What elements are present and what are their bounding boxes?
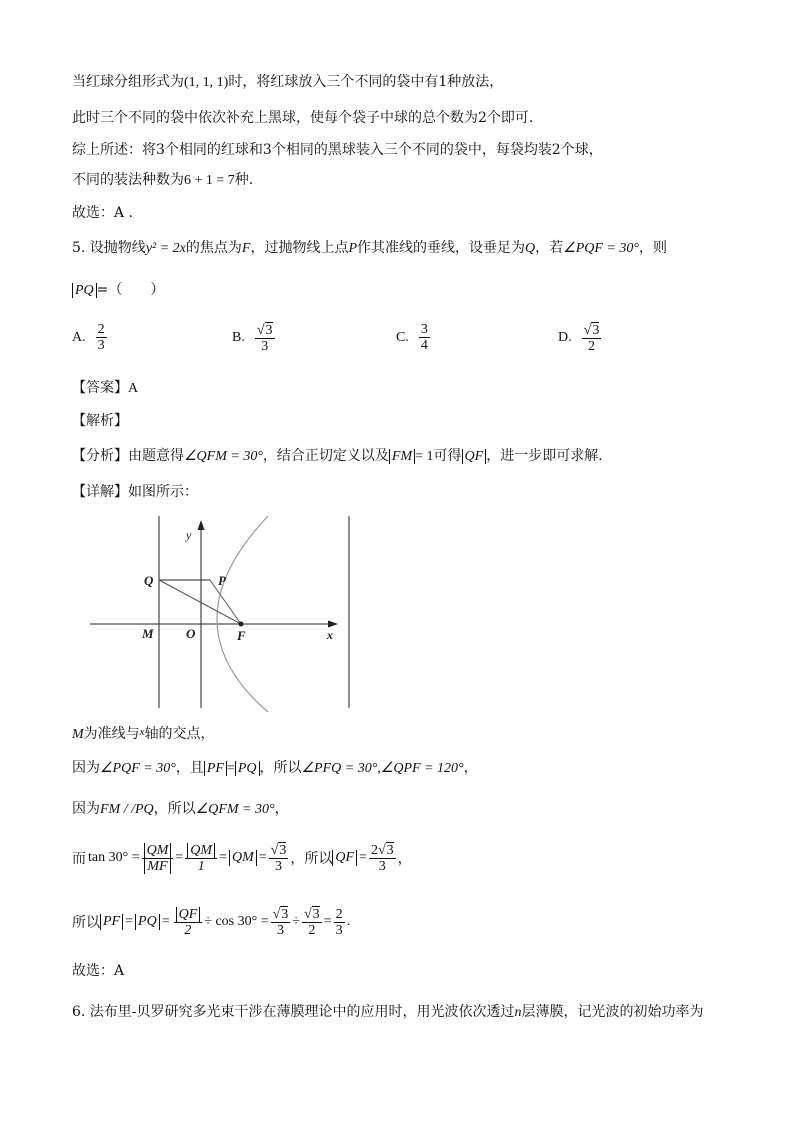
fenxi-fm: FM — [389, 449, 415, 464]
sol-l4-f2n: QM — [187, 843, 215, 858]
sol-l2-eq: = — [226, 761, 235, 776]
sol-l2-res: ∠PFQ = 30°,∠QPF = 120° — [301, 761, 464, 776]
label-y: y — [186, 528, 192, 542]
q5-stem-e: ，若 — [535, 240, 564, 256]
q5-ask-abs: PQ — [72, 283, 97, 298]
option-b-fraction — [255, 322, 275, 354]
focus-point — [239, 622, 244, 627]
option-d-den: 2 — [587, 339, 595, 354]
y-axis-arrow — [198, 520, 205, 530]
sol-l5-d2: 2 — [308, 923, 316, 938]
sol-l5-frac3: $\frac{√3}{2}$ — [303, 907, 320, 938]
parabola-figure — [86, 512, 356, 712]
label-f: F — [237, 628, 246, 643]
option-c-fraction — [419, 322, 430, 353]
sol-l4-frac1 — [142, 843, 174, 874]
fenxi-c: 可得 — [433, 448, 462, 464]
option-a-letter: A. — [72, 329, 86, 345]
prev-line-4 — [72, 170, 253, 191]
sol-l1-a: 为准线与 — [83, 726, 140, 742]
sol-l1-m: M — [72, 727, 84, 742]
sol-choose: 故选：A — [72, 963, 125, 979]
fenxi-d: ，进一步即可求解. — [486, 448, 603, 464]
prev-line-1-text: 当红球分组形式为 — [72, 74, 184, 90]
q5-stem — [72, 238, 667, 259]
option-b-den: 3 — [261, 339, 269, 354]
analysis-label: 【解析】 — [72, 413, 128, 429]
q5-stem-c: ，过抛物线上点 — [250, 240, 349, 256]
answer-label: 【答案】 — [72, 380, 128, 396]
fenxi-label: 【分析】 — [72, 448, 128, 464]
sol-l4-r2-den: 3 — [378, 859, 386, 874]
detail-label: 【详解】 — [72, 484, 128, 500]
sol-l4-f1n: QM — [144, 843, 172, 858]
sol-l3-a: 因为 — [72, 801, 100, 817]
sol-l4-den: 3 — [275, 859, 283, 874]
q5-stem-f: ，则 — [638, 240, 667, 256]
sol-line-5: 所以 PF = PQ = $\frac{QF}{2}$ ÷ cos 30° = $\frac{√3}{3}$ ÷ $\frac{√3}{2}$ = $\frac{2}{3}$ . — [72, 906, 351, 938]
sol-l2-a: 因为 — [72, 760, 100, 776]
option-b — [232, 322, 277, 354]
fenxi-b: ，结合正切定义以及 — [262, 448, 389, 464]
sol-l4-a: 而 — [72, 851, 86, 867]
option-c-num: 3 — [420, 322, 428, 337]
sol-l2-c: ，所以 — [259, 760, 302, 776]
sol-l4-c: ， — [397, 851, 412, 867]
option-a-fraction — [96, 322, 107, 353]
q5-point-q: Q — [525, 241, 536, 256]
fenxi-a: 由题意得 — [128, 448, 184, 464]
sol-l5-r2: 3 — [312, 907, 320, 922]
option-a-num: 2 — [97, 322, 105, 337]
fenxi-eq: = 1 — [415, 449, 434, 464]
sol-l3-c: ， — [274, 801, 289, 817]
sol-l5-frac4 — [334, 907, 345, 938]
sol-l5-cos: ÷ cos 30° = — [204, 914, 269, 929]
sol-l4-f2d: 1 — [197, 858, 205, 874]
sol-l2-b: ，且 — [175, 760, 204, 776]
sol-line-4: 而 tan 30° = $\frac{QM}{MF}$ = $\frac{QM}{1}$ = QM = $\frac{√3}{3}$ ，所以 QF = $\frac{2√3}{3}$ ， — [72, 842, 412, 874]
prev-line-1 — [72, 72, 503, 93]
q5-stem-b: 的焦点为 — [185, 240, 242, 256]
sol-line-2 — [72, 758, 478, 779]
sol-l5-res-d: 3 — [335, 922, 343, 938]
sol-l5-res-n: 2 — [335, 906, 343, 922]
sol-l5-qf: QF — [176, 907, 201, 922]
sol-l5-a: 所以 — [72, 915, 100, 931]
sol-l5-den2: 2 — [184, 922, 192, 938]
sol-l4-tan: tan 30° = — [88, 850, 140, 865]
sol-l5-d1: 3 — [276, 923, 284, 938]
prev-line-1-math: (1, 1, 1) — [184, 75, 229, 90]
q6-n: n — [514, 1005, 522, 1020]
q5-point-p: P — [348, 241, 358, 256]
sol-line-3 — [72, 799, 289, 820]
sol-l5-frac2: $\frac{√3}{3}$ — [272, 907, 289, 938]
q5-stem-d: 作其准线的垂线，设垂足为 — [357, 240, 526, 256]
label-q: Q — [144, 573, 154, 588]
sol-l2-d: ， — [463, 760, 478, 776]
answer-value: A — [128, 381, 139, 396]
q6-text-a: 6. 法布里-贝罗研究多光束干涉在薄膜理论中的应用时，用光波依次透过 — [72, 1004, 515, 1020]
sol-l1-x: x — [139, 726, 145, 738]
sol-l4-frac4: $\frac{2√3}{3}$ — [370, 843, 394, 874]
q5-angle: ∠PQF = 30° — [563, 241, 639, 256]
option-d-radicand: 3 — [592, 323, 600, 338]
sol-l3-res: ∠QFM = 30° — [195, 802, 275, 817]
prev-line-2: 此时三个不同的袋中依次补充上黑球，使每个袋子中球的总个数为2个即可. — [72, 110, 534, 126]
option-c-den: 4 — [420, 338, 428, 353]
option-d-num: √3 — [583, 323, 600, 338]
sol-l4-r2-coef: 2 — [370, 843, 378, 858]
option-b-num: √3 — [256, 323, 273, 338]
option-a-den: 3 — [97, 338, 105, 353]
sol-l4-root: 3 — [279, 843, 287, 858]
detail-text: 如图所示： — [128, 484, 198, 500]
q5-point-f: F — [241, 241, 251, 256]
option-b-letter: B. — [232, 330, 245, 345]
prev-line-4-math: 6 + 1 = 7 — [184, 173, 235, 188]
prev-choose: 故选：A . — [72, 205, 134, 221]
sol-l2-angle: ∠PQF = 30° — [100, 761, 176, 776]
q6-stem — [72, 1002, 704, 1023]
q6-text-b: 层薄膜，记光波的初始功率为 — [521, 1004, 704, 1020]
parabola-curve — [217, 516, 268, 712]
sol-l4-frac2 — [185, 843, 217, 874]
option-b-radicand: 3 — [265, 323, 273, 338]
label-o: O — [186, 626, 196, 641]
sol-l4-b: ，所以 — [290, 851, 333, 867]
sol-line-1 — [72, 722, 215, 745]
sol-l4-frac3: $\frac{√3}{3}$ — [270, 843, 287, 874]
fenxi-qf: QF — [462, 449, 487, 464]
option-d — [558, 322, 603, 354]
fenxi-angle: ∠QFM = 30° — [184, 449, 263, 464]
sol-l5-pq: PQ — [135, 914, 160, 930]
option-d-letter: D. — [558, 330, 572, 345]
prev-line-4-text: 不同的装法种数为 — [72, 172, 184, 188]
prev-line-3: 综上所述：将3个相同的红球和3个相同的黑球装入三个不同的袋中，每袋均装2个球， — [72, 142, 603, 158]
sol-l2-pq: PQ — [235, 761, 260, 776]
fenxi-line — [72, 446, 603, 467]
sol-l4-qf: QF — [332, 850, 357, 866]
sol-l5-end: . — [346, 914, 351, 929]
q5-parabola-eq: y² = 2x — [145, 241, 186, 256]
q5-ask-tail: =（ ） — [96, 282, 165, 298]
sol-l4-r2-root: 3 — [386, 843, 394, 858]
option-c-letter: C. — [396, 329, 409, 345]
label-x: x — [327, 628, 333, 642]
sol-l1-b: 轴的交点， — [144, 726, 215, 742]
prev-line-4-tail: 种. — [234, 172, 254, 188]
sol-l5-frac1 — [174, 907, 203, 938]
sol-l5-div: ÷ — [292, 914, 300, 929]
sol-l4-qm: QM — [229, 850, 257, 866]
segment-qf — [159, 580, 241, 624]
label-m: M — [142, 626, 154, 641]
x-axis-arrow — [328, 621, 338, 628]
sol-l4-f1d: MF — [144, 859, 170, 874]
sol-l5-r1: 3 — [281, 907, 289, 922]
label-p: P — [218, 573, 226, 588]
option-a — [72, 322, 109, 353]
answer-line — [72, 378, 138, 399]
sol-l5-pf: PF — [100, 914, 123, 930]
sol-l2-pf: PF — [204, 761, 227, 776]
q5-stem-a: 5. 设抛物线 — [72, 240, 146, 256]
option-c — [396, 322, 432, 353]
option-d-fraction — [582, 322, 602, 354]
detail-line — [72, 482, 198, 502]
sol-l3-b: ，所以 — [153, 801, 196, 817]
prev-line-1-tail: 时，将红球放入三个不同的袋中有1种放法， — [228, 74, 504, 90]
sol-l3-par: FM / /PQ — [100, 802, 154, 817]
q5-ask — [72, 280, 164, 301]
